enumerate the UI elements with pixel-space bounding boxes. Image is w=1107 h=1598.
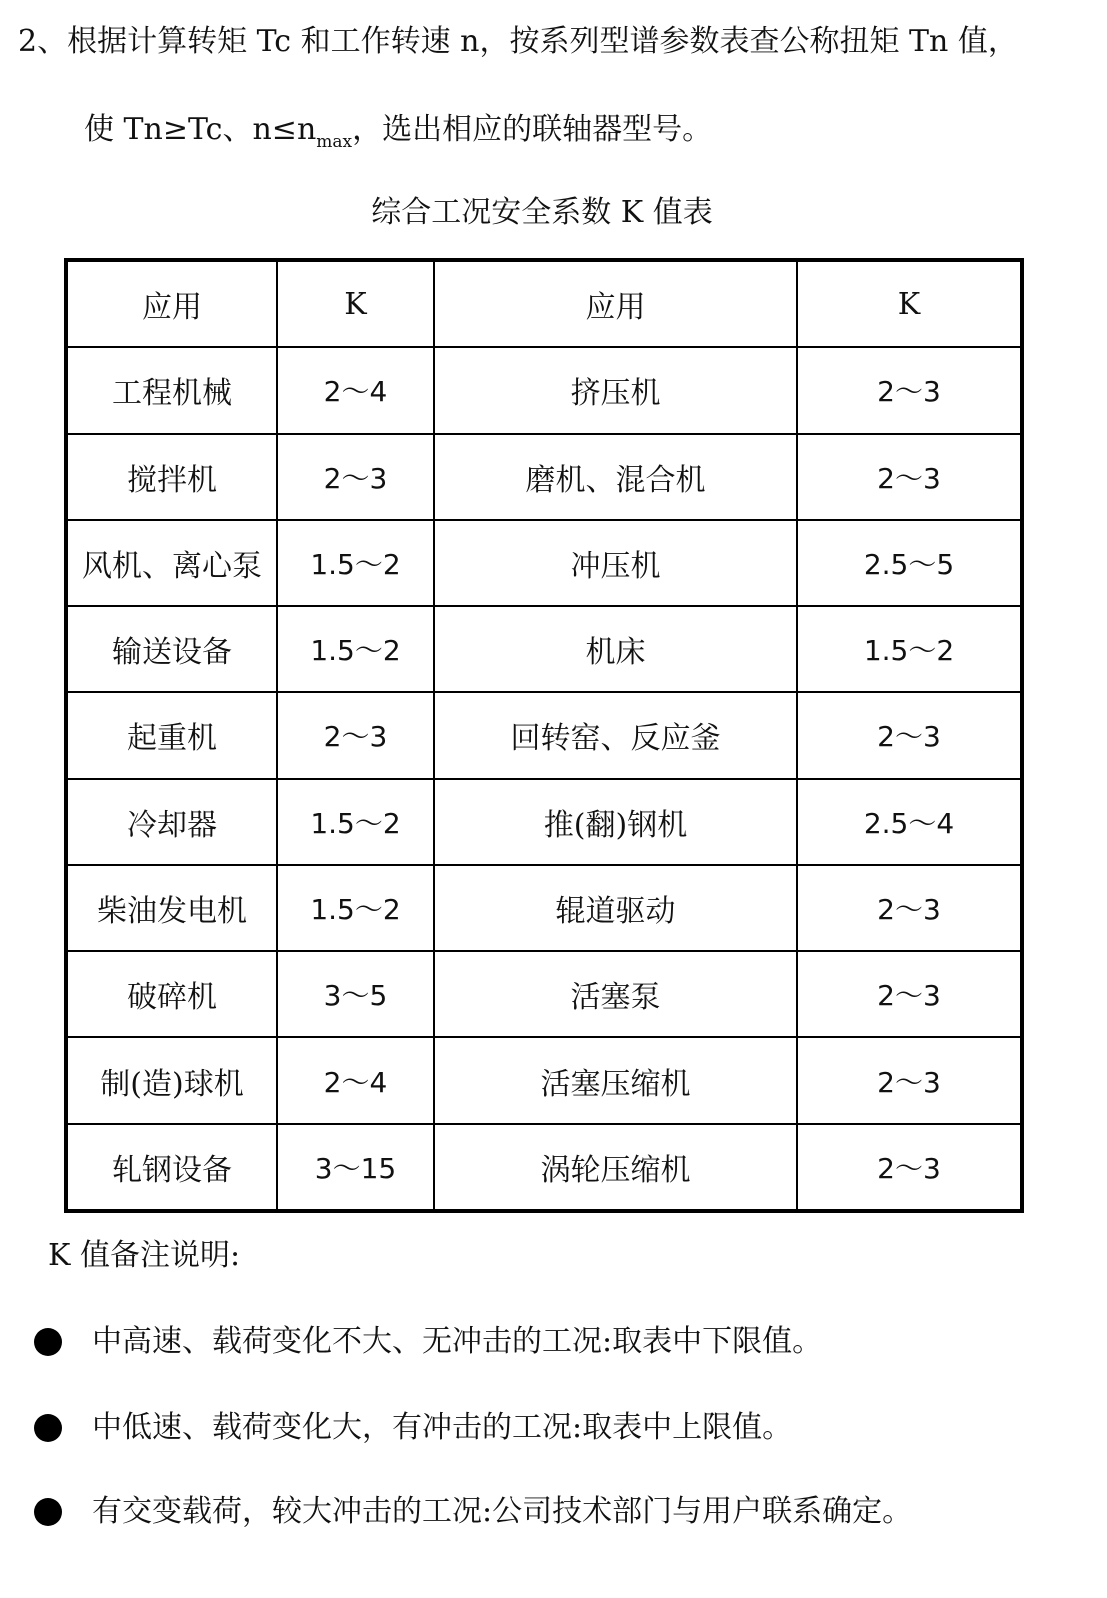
k-value-table [64, 258, 1024, 1213]
application-cell: 制(造)球机 [66, 1037, 277, 1123]
k-value-cell: 2～3 [277, 434, 434, 520]
application-cell: 机床 [434, 606, 797, 692]
application-cell: 轧钢设备 [66, 1124, 277, 1211]
k-value-cell: 1.5～2 [277, 865, 434, 951]
note-item [34, 1322, 822, 1362]
intro-line-1: 2、根据计算转矩 Tc 和工作转速 n，按系列型谱参数表查公称扭矩 Tn 值， [18, 24, 1018, 59]
application-cell: 冷却器 [66, 779, 277, 865]
table-row [66, 692, 1022, 778]
note-item [34, 1408, 792, 1448]
note-item [34, 1492, 912, 1532]
table-header-row [66, 260, 1022, 347]
header-k: K [277, 260, 434, 347]
table-row [66, 779, 1022, 865]
application-cell: 挤压机 [434, 347, 797, 433]
application-cell: 破碎机 [66, 951, 277, 1037]
k-value-cell: 1.5～2 [277, 779, 434, 865]
k-value-cell: 3～5 [277, 951, 434, 1037]
k-value-cell: 2～3 [797, 865, 1022, 951]
application-cell: 冲压机 [434, 520, 797, 606]
note-text: 中高速、载荷变化不大、无冲击的工况:取表中下限值。 [92, 1324, 823, 1359]
note-text: 中低速、载荷变化大，有冲击的工况:取表中上限值。 [92, 1410, 793, 1445]
k-value-cell: 2～3 [797, 951, 1022, 1037]
application-cell: 起重机 [66, 692, 277, 778]
application-cell: 工程机械 [66, 347, 277, 433]
k-value-cell: 2～3 [797, 692, 1022, 778]
k-value-cell: 2～3 [277, 692, 434, 778]
header-application: 应用 [66, 260, 277, 347]
k-value-cell: 2～3 [797, 1037, 1022, 1123]
k-value-cell: 1.5～2 [797, 606, 1022, 692]
k-value-cell: 2～3 [797, 1124, 1022, 1211]
application-cell: 磨机、混合机 [434, 434, 797, 520]
k-value-cell: 1.5～2 [277, 520, 434, 606]
bullet-icon [34, 1414, 62, 1442]
note-text: 有交变载荷，较大冲击的工况:公司技术部门与用户联系确定。 [92, 1494, 913, 1529]
application-cell: 活塞泵 [434, 951, 797, 1037]
application-cell: 输送设备 [66, 606, 277, 692]
bullet-icon [34, 1328, 62, 1356]
k-value-cell: 3～15 [277, 1124, 434, 1211]
table-row [66, 1037, 1022, 1123]
application-cell: 辊道驱动 [434, 865, 797, 951]
k-value-cell: 2～3 [797, 434, 1022, 520]
application-cell: 涡轮压缩机 [434, 1124, 797, 1211]
header-k: K [797, 260, 1022, 347]
n-max-subscript: max [316, 132, 353, 152]
k-value-cell: 2.5～4 [797, 779, 1022, 865]
table-row [66, 1124, 1022, 1211]
table-row [66, 951, 1022, 1037]
k-value-cell: 2～3 [797, 347, 1022, 433]
intro-line-2-prefix: 使 Tn≥Tc、n≤n [84, 112, 317, 147]
k-value-cell: 1.5～2 [277, 606, 434, 692]
application-cell: 活塞压缩机 [434, 1037, 797, 1123]
application-cell: 风机、离心泵 [66, 520, 277, 606]
table-row [66, 520, 1022, 606]
table-row [66, 347, 1022, 433]
application-cell: 搅拌机 [66, 434, 277, 520]
application-cell: 回转窑、反应釜 [434, 692, 797, 778]
bullet-icon [34, 1498, 62, 1526]
notes-title: K 值备注说明: [48, 1238, 241, 1273]
table-row [66, 606, 1022, 692]
application-cell: 推(翻)钢机 [434, 779, 797, 865]
intro-line-2 [84, 110, 712, 162]
intro-line-2-suffix: ，选出相应的联轴器型号。 [352, 112, 713, 147]
table-title: 综合工况安全系数 K 值表 [371, 195, 713, 230]
table-row [66, 865, 1022, 951]
header-application: 应用 [434, 260, 797, 347]
k-value-cell: 2～4 [277, 347, 434, 433]
application-cell: 柴油发电机 [66, 865, 277, 951]
table-row [66, 434, 1022, 520]
k-value-cell: 2～4 [277, 1037, 434, 1123]
k-value-cell: 2.5～5 [797, 520, 1022, 606]
